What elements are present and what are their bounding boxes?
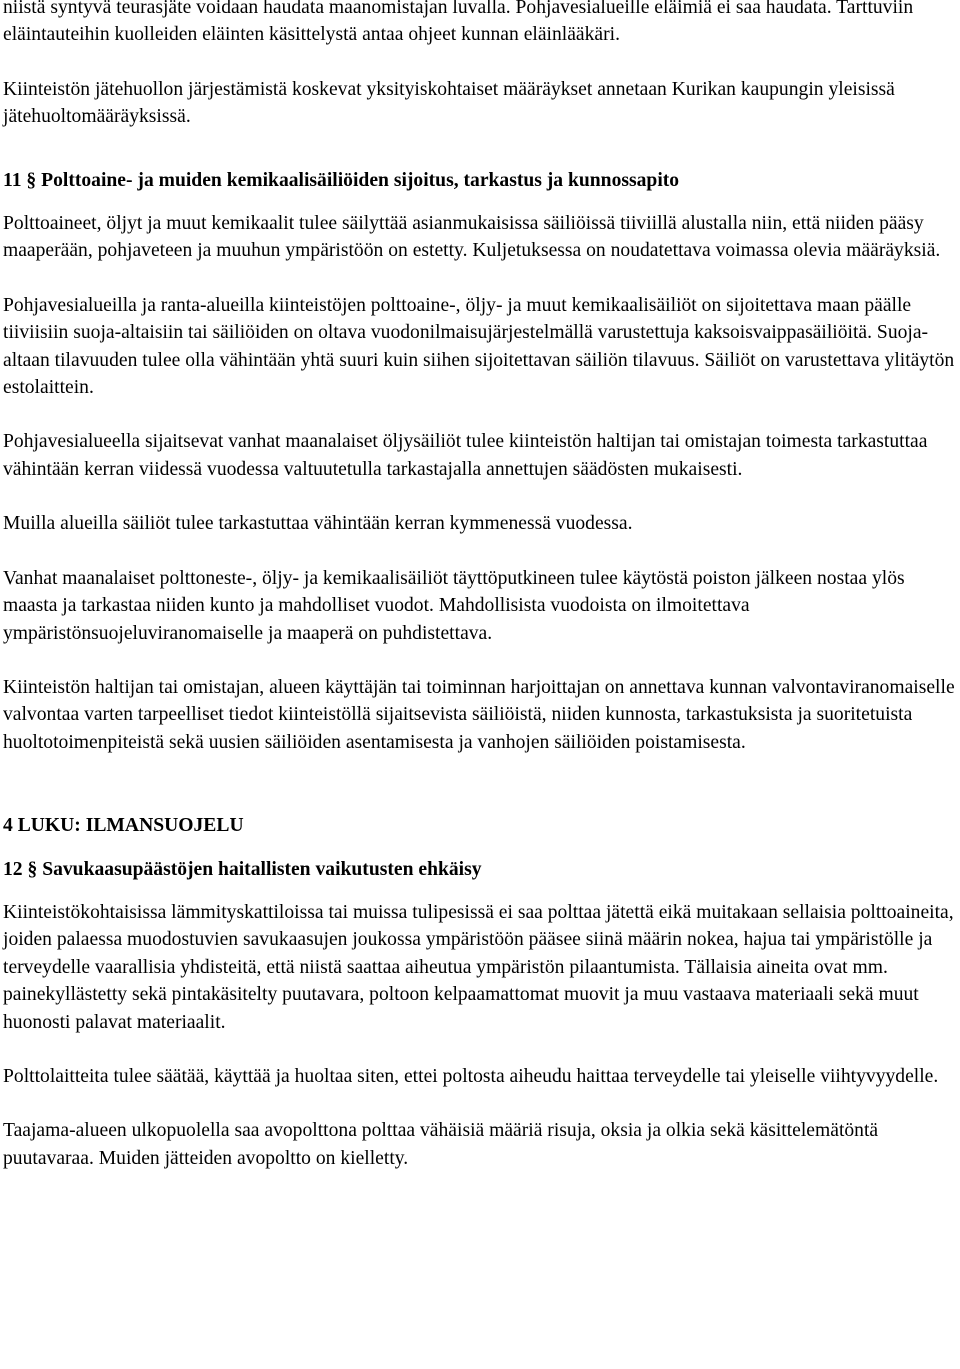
section-11-paragraph-old-tanks-removal: Vanhat maanalaiset polttoneste-, öljy- ja kemikaalisäiliöt täyttöputkineen tulee käytöstä poiston jälkeen nostaa ylös maasta ja tarkastaa niiden kunto ja mahdolliset vuodot. Mahdollisista vuodoista on ilmoitettava ympäristönsuojeluviranomaiselle ja maaperä on puhdistettava. bbox=[3, 567, 905, 644]
paragraph-animal-burial: niistä syntyvä teurasjäte voidaan haudata maanomistajan luvalla. Pohjavesialueille eläimiä ei saa haudata. Tarttuviin eläintauteihin kuolleiden eläinten käsittelystä antaa ohjeet kunnan eläinlääkäri. bbox=[3, 0, 914, 46]
section-11-paragraph-groundwater-tanks: Pohjavesialueilla ja ranta-alueilla kiinteistöjen polttoaine-, öljy- ja muut kemikaalisäiliöt on sijoitettava maan päälle tiiviisiin suoja-altaisiin tai säiliöiden on oltava vuodonilmaisujärjestelmällä varustettuja kaksoisvaippasäiliöitä. Suoja-altaan tilavuuden tulee olla vähintään yhtä suuri kuin siihen sijoitettavan säiliön tilavuus. Säiliöt on varustettava ylitäytön estolaittein. bbox=[3, 294, 955, 399]
section-11-paragraph-reporting: Kiinteistön haltijan tai omistajan, alueen käyttäjän tai toiminnan harjoittajan on annettava kunnan valvontaviranomaiselle valvontaa varten tarpeelliset tiedot kiinteistöllä sijaitsevista säiliöistä, niiden kunnosta, tarkastuksista ja suoritetuista huoltotoimenpiteistä sekä uusien säiliöiden asentamisesta ja vanhojen säiliöiden poistamisesta. bbox=[3, 676, 955, 753]
section-11 bbox=[3, 167, 959, 757]
section-12-paragraph-equipment: Polttolaitteita tulee säätää, käyttää ja huoltaa siten, ettei poltosta aiheudu haittaa terveydelle tai yleiselle viihtyvyydelle. bbox=[3, 1065, 939, 1087]
section-11-paragraph-storage: Polttoaineet, öljyt ja muut kemikaalit tulee säilyttää asianmukaisissa säiliöissä tiiviillä alustalla niin, että niiden pääsy maaperään, pohjaveteen ja muuhun ympäristöön on estetty. Kuljetuksessa on noudatettava voimassa olevia määräyksiä. bbox=[3, 213, 941, 262]
section-12-paragraph-fuels: Kiinteistökohtaisissa lämmityskattiloissa tai muissa tulipesissä ei saa polttaa jätettä eikä muitakaan sellaisia polttoaineita, joiden palaessa muodostuvien savukaasujen joukossa ympäristöön pääsee siinä määrin nokea, hajua tai ympäristölle ja terveydelle vaarallisia yhdisteitä, että niistä saattaa aiheutua ympäristön pilaantumista. Tällaisia aineita ovat mm. painekyllästetty sekä pintakäsitelty puutavara, poltoon kelpaamattomat muovit ja muu vastaava materiaali sekä muut huonosti palavat materiaalit. bbox=[3, 901, 954, 1033]
chapter-4 bbox=[3, 812, 959, 839]
section-12 bbox=[3, 856, 959, 1173]
section-11-paragraph-inspection-ten-years: Muilla alueilla säiliöt tulee tarkastuttaa vähintään kerran kymmenessä vuodessa. bbox=[3, 513, 633, 535]
section-12-paragraph-open-burning: Taajama-alueen ulkopuolella saa avopolttona polttaa vähäisiä määriä risuja, oksia ja olkia sekä käsittelemätöntä puutavaraa. Muiden jätteiden avopoltto on kielletty. bbox=[3, 1120, 879, 1169]
section-12-heading: 12 § Savukaasupäästöjen haitallisten vaikutusten ehkäisy bbox=[3, 858, 482, 880]
section-11-heading: 11 § Polttoaine- ja muiden kemikaalisäiliöiden sijoitus, tarkastus ja kunnossapito bbox=[3, 169, 680, 191]
chapter-4-heading: 4 LUKU: ILMANSUOJELU bbox=[3, 815, 244, 837]
document-page bbox=[3, 0, 959, 1172]
section-11-paragraph-inspection-five-years: Pohjavesialueella sijaitsevat vanhat maanalaiset öljysäiliöt tulee kiinteistön haltijan tai omistajan toimesta tarkastuttaa vähintään kerran viidessä vuodessa valtuutetulla tarkastajalla annettujen säädösten mukaisesti. bbox=[3, 431, 928, 480]
paragraph-waste-management-rules: Kiinteistön jätehuollon järjestämistä koskevat yksityiskohtaiset määräykset annetaan Kurikan kaupungin yleisissä jätehuoltomääräyksissä. bbox=[3, 78, 895, 128]
